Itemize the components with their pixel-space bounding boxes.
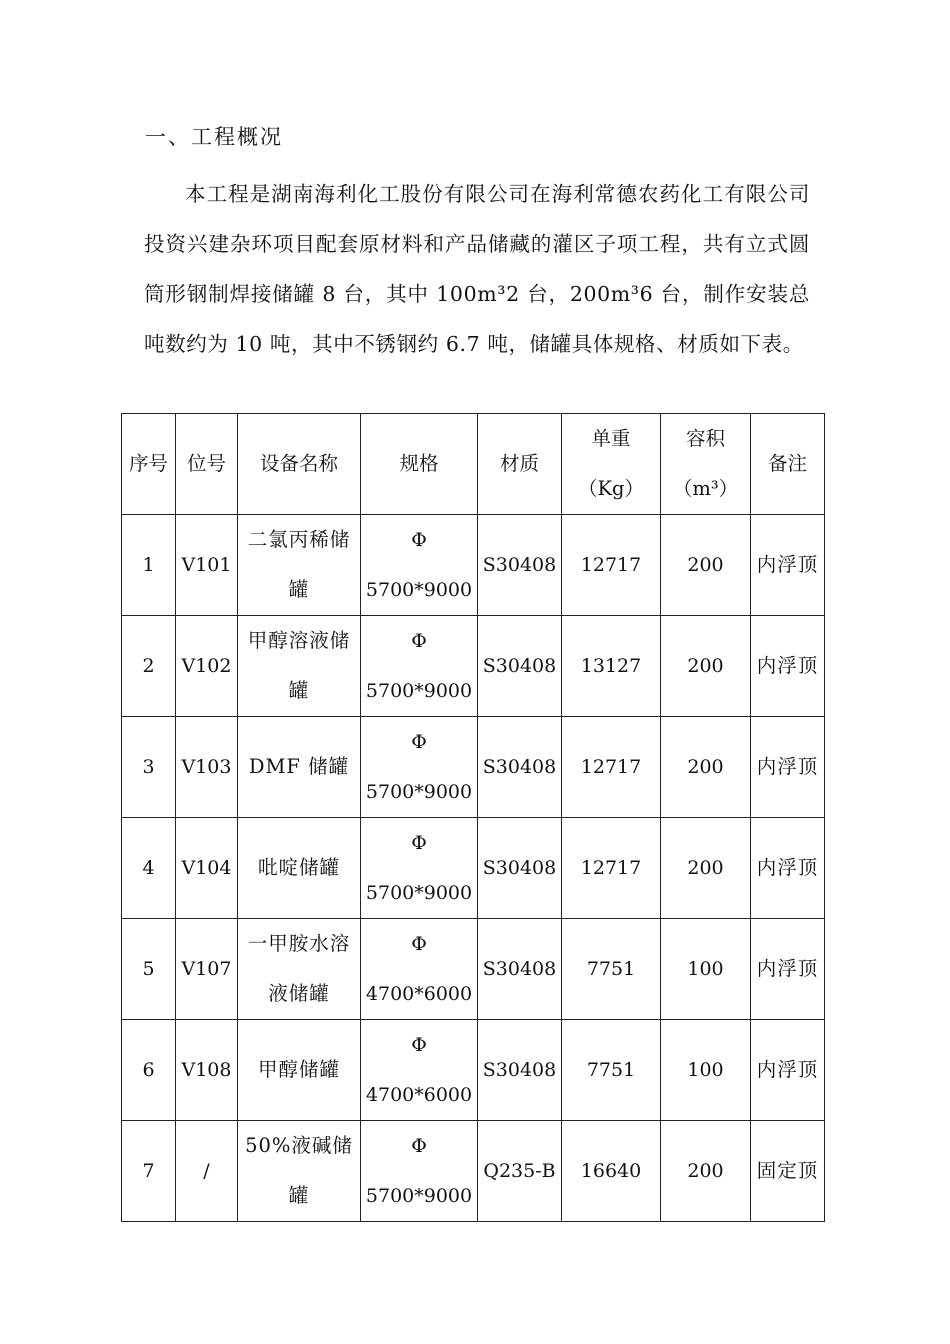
cell-material: S30408 bbox=[478, 818, 562, 919]
cell-weight: 12717 bbox=[562, 717, 661, 818]
intro-paragraph: 本工程是湖南海利化工股份有限公司在海利常德农药化工有限公司投资兴建杂环项目配套原材料和产品储藏的灌区子项工程，共有立式圆筒形钢制焊接储罐 8 台，其中 100m³2 台，200m³6 台，制作安装总吨数约为 10 吨，其中不锈钢约 6.7 吨，储罐具体规格、材质如下表。 bbox=[144, 182, 810, 356]
cell-remark: 内浮顶 bbox=[751, 919, 825, 1020]
table-header-row bbox=[122, 414, 825, 515]
cell-name: 甲醇溶液储罐 bbox=[238, 616, 361, 717]
cell-name: DMF 储罐 bbox=[238, 717, 361, 818]
cell-name: 一甲胺水溶液储罐 bbox=[238, 919, 361, 1020]
section-heading: 一、工程概况 bbox=[145, 125, 283, 149]
cell-material: S30408 bbox=[478, 515, 562, 616]
table-row bbox=[122, 717, 825, 818]
cell-volume: 200 bbox=[661, 515, 751, 616]
cell-position: / bbox=[176, 1121, 238, 1222]
spec-dimensions: 5700*9000 bbox=[365, 579, 473, 601]
spec-symbol: Φ bbox=[411, 731, 427, 753]
cell-weight: 12717 bbox=[562, 818, 661, 919]
cell-material: Q235-B bbox=[478, 1121, 562, 1222]
cell-seq: 5 bbox=[122, 919, 176, 1020]
cell-remark: 内浮顶 bbox=[751, 515, 825, 616]
cell-remark: 内浮顶 bbox=[751, 717, 825, 818]
table-row bbox=[122, 1020, 825, 1121]
cell-remark: 固定顶 bbox=[751, 1121, 825, 1222]
cell-seq: 4 bbox=[122, 818, 176, 919]
spec-symbol: Φ bbox=[411, 1034, 427, 1056]
cell-seq: 7 bbox=[122, 1121, 176, 1222]
header-volume bbox=[661, 414, 751, 515]
tank-spec-table bbox=[121, 413, 825, 1222]
spec-dimensions: 4700*6000 bbox=[365, 1084, 473, 1106]
cell-weight: 13127 bbox=[562, 616, 661, 717]
cell-weight: 7751 bbox=[562, 919, 661, 1020]
cell-volume: 200 bbox=[661, 1121, 751, 1222]
cell-seq: 1 bbox=[122, 515, 176, 616]
cell-spec bbox=[361, 515, 478, 616]
header-position: 位号 bbox=[176, 414, 238, 515]
cell-name: 50%液碱储罐 bbox=[238, 1121, 361, 1222]
cell-volume: 100 bbox=[661, 1020, 751, 1121]
table-row bbox=[122, 919, 825, 1020]
cell-spec bbox=[361, 616, 478, 717]
header-seq: 序号 bbox=[122, 414, 176, 515]
header-volume-unit: （m³） bbox=[672, 477, 739, 500]
spec-dimensions: 5700*9000 bbox=[365, 680, 473, 702]
spec-symbol: Φ bbox=[411, 529, 427, 551]
cell-remark: 内浮顶 bbox=[751, 818, 825, 919]
cell-remark: 内浮顶 bbox=[751, 616, 825, 717]
cell-remark: 内浮顶 bbox=[751, 1020, 825, 1121]
header-weight-unit: （Kg） bbox=[577, 477, 645, 500]
header-remark: 备注 bbox=[751, 414, 825, 515]
table-row bbox=[122, 616, 825, 717]
cell-spec bbox=[361, 1121, 478, 1222]
spec-symbol: Φ bbox=[411, 1135, 427, 1157]
cell-material: S30408 bbox=[478, 717, 562, 818]
cell-spec bbox=[361, 919, 478, 1020]
spec-dimensions: 5700*9000 bbox=[365, 1185, 473, 1207]
cell-volume: 100 bbox=[661, 919, 751, 1020]
header-spec: 规格 bbox=[361, 414, 478, 515]
cell-spec bbox=[361, 818, 478, 919]
cell-volume: 200 bbox=[661, 717, 751, 818]
cell-seq: 3 bbox=[122, 717, 176, 818]
cell-position: V108 bbox=[176, 1020, 238, 1121]
spec-dimensions: 4700*6000 bbox=[365, 983, 473, 1005]
cell-material: S30408 bbox=[478, 919, 562, 1020]
cell-seq: 6 bbox=[122, 1020, 176, 1121]
header-material: 材质 bbox=[478, 414, 562, 515]
cell-spec bbox=[361, 1020, 478, 1121]
cell-position: V107 bbox=[176, 919, 238, 1020]
spec-dimensions: 5700*9000 bbox=[365, 781, 473, 803]
cell-weight: 16640 bbox=[562, 1121, 661, 1222]
cell-weight: 12717 bbox=[562, 515, 661, 616]
cell-weight: 7751 bbox=[562, 1020, 661, 1121]
spec-symbol: Φ bbox=[411, 933, 427, 955]
spec-symbol: Φ bbox=[411, 832, 427, 854]
cell-spec bbox=[361, 717, 478, 818]
cell-position: V104 bbox=[176, 818, 238, 919]
cell-material: S30408 bbox=[478, 616, 562, 717]
cell-position: V103 bbox=[176, 717, 238, 818]
spec-dimensions: 5700*9000 bbox=[365, 882, 473, 904]
cell-name: 甲醇储罐 bbox=[238, 1020, 361, 1121]
header-volume-label: 容积 bbox=[685, 427, 725, 450]
cell-volume: 200 bbox=[661, 818, 751, 919]
header-name: 设备名称 bbox=[238, 414, 361, 515]
cell-seq: 2 bbox=[122, 616, 176, 717]
table-row bbox=[122, 818, 825, 919]
cell-name: 吡啶储罐 bbox=[238, 818, 361, 919]
table-row bbox=[122, 1121, 825, 1222]
cell-name: 二氯丙稀储罐 bbox=[238, 515, 361, 616]
header-weight bbox=[562, 414, 661, 515]
cell-material: S30408 bbox=[478, 1020, 562, 1121]
cell-position: V101 bbox=[176, 515, 238, 616]
table-row bbox=[122, 515, 825, 616]
cell-position: V102 bbox=[176, 616, 238, 717]
header-weight-label: 单重 bbox=[591, 427, 631, 450]
spec-symbol: Φ bbox=[411, 630, 427, 652]
cell-volume: 200 bbox=[661, 616, 751, 717]
